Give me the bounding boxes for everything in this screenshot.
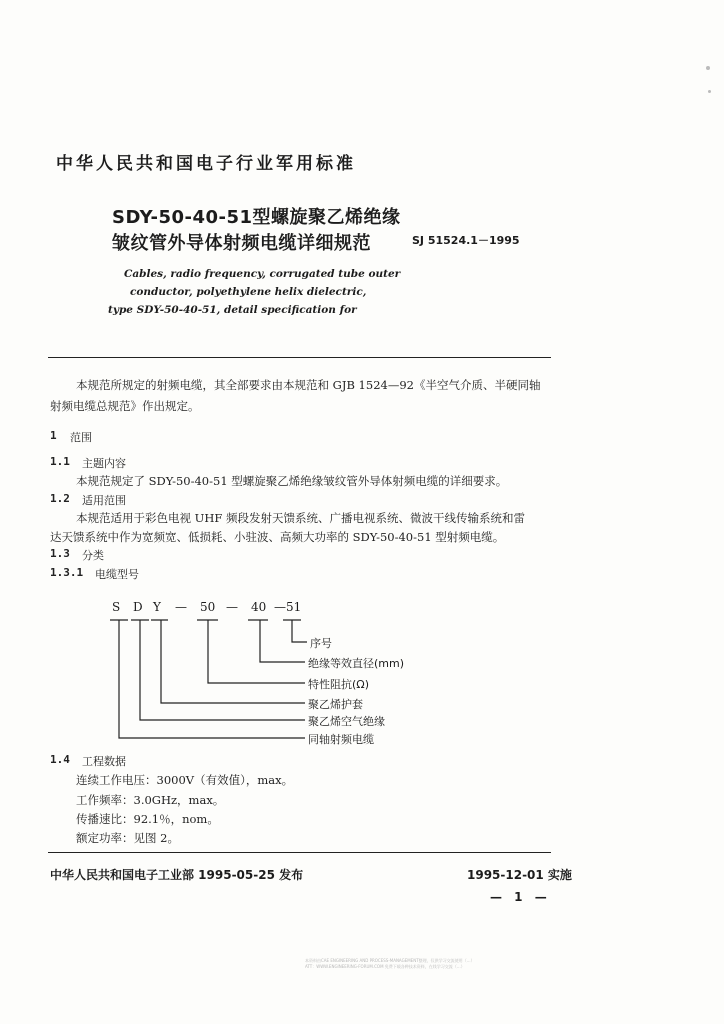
page-number: — 1 — — [490, 890, 551, 904]
engineering-data-item: 传播速比：92.1％，nom。 — [76, 812, 219, 826]
standard-header-title: 中华人民共和国电子行业军用标准 — [56, 154, 356, 174]
section-1-3-1-title: 电缆型号 — [95, 568, 139, 581]
watermark-line1: 本资料由CAE ENGINEERING AND PROCESS-MANAGEMENT整理，仅供学习交流使用（…） — [305, 958, 475, 963]
issuer-and-issue-date: 中华人民共和国电子工业部 1995-05-25 发布 — [50, 868, 304, 882]
diagram-label-coaxial-rf-cable: 同轴射频电缆 — [308, 733, 374, 746]
standard-title-line2: 皱纹管外导体射频电缆详细规范 — [112, 233, 371, 254]
engineering-data-item: 额定功率：见图 2。 — [76, 831, 179, 845]
section-1-1-title: 主题内容 — [82, 457, 126, 470]
section-1-3-number: 1.3 — [50, 547, 70, 560]
section-1-2-title: 适用范围 — [82, 494, 126, 507]
section-1-3-1-number: 1.3.1 — [50, 566, 84, 579]
footer-rule — [48, 852, 551, 853]
intro-line2: 射频电缆总规范》作出规定。 — [50, 399, 200, 413]
diagram-label-pe-jacket: 聚乙烯护套 — [308, 698, 363, 711]
diagram-part-40: 40 — [251, 600, 267, 614]
diagram-label-pe-air-insulation: 聚乙烯空气绝缘 — [308, 715, 385, 728]
diagram-part-d: D — [133, 600, 143, 614]
section-1-2-number: 1.2 — [50, 492, 70, 505]
section-1-title: 范围 — [70, 431, 92, 444]
section-1-4-number: 1.4 — [50, 753, 70, 766]
diagram-part-y: Y — [153, 600, 161, 614]
section-1-2-line2: 达天馈系统中作为宽频宽、低损耗、小驻波、高频大功率的 SDY-50-40-51 型射频电缆。 — [50, 530, 505, 544]
engineering-data-item: 连续工作电压：3000V（有效值），max。 — [76, 773, 294, 787]
diagram-part-51: —51 — [274, 600, 302, 614]
section-1-number: 1 — [50, 429, 57, 442]
standard-number: SJ 51524.1－1995 — [412, 234, 520, 247]
diagram-part-dash1: — — [175, 600, 187, 614]
diagram-part-dash2: — — [226, 600, 238, 614]
section-1-3-title: 分类 — [82, 549, 104, 562]
scan-speck — [706, 66, 710, 70]
intro-line1: 本规范所规定的射频电缆，其全部要求由本规范和 GJB 1524—92《半空气介质、半硬同轴 — [76, 378, 541, 392]
english-title-line1: Cables, radio frequency, corrugated tube outer — [124, 268, 401, 280]
watermark-line2: ATT：WWW.ENGINEERING-FORUM.COM 免费下载各种技术资料，在线学习交流（…） — [305, 964, 465, 969]
section-1-1-number: 1.1 — [50, 455, 70, 468]
section-1-1-text: 本规范规定了 SDY-50-40-51 型螺旋聚乙烯绝缘皱纹管外导体射频电缆的详细要求。 — [76, 474, 508, 488]
standard-title-line1: SDY-50-40-51型螺旋聚乙烯绝缘 — [112, 207, 401, 228]
diagram-label-serial: 序号 — [310, 637, 332, 650]
engineering-data-item: 工作频率：3.0GHz，max。 — [76, 793, 225, 807]
diagram-label-insulation-diameter: 绝缘等效直径(mm) — [308, 657, 405, 670]
english-title-line2: conductor, polyethylene helix dielectric, — [130, 286, 367, 298]
effective-date: 1995-12-01 实施 — [467, 868, 572, 882]
section-1-2-line1: 本规范适用于彩色电视 UHF 频段发射天馈系统、广播电视系统、微波干线传输系统和雷 — [76, 511, 526, 525]
english-title-line3: type SDY-50-40-51, detail specification for — [108, 304, 357, 316]
diagram-label-impedance: 特性阻抗(Ω) — [308, 678, 369, 691]
diagram-part-s: S — [112, 600, 121, 614]
scan-speck — [708, 90, 711, 93]
diagram-part-50: 50 — [200, 600, 216, 614]
section-1-4-title: 工程数据 — [82, 755, 126, 768]
